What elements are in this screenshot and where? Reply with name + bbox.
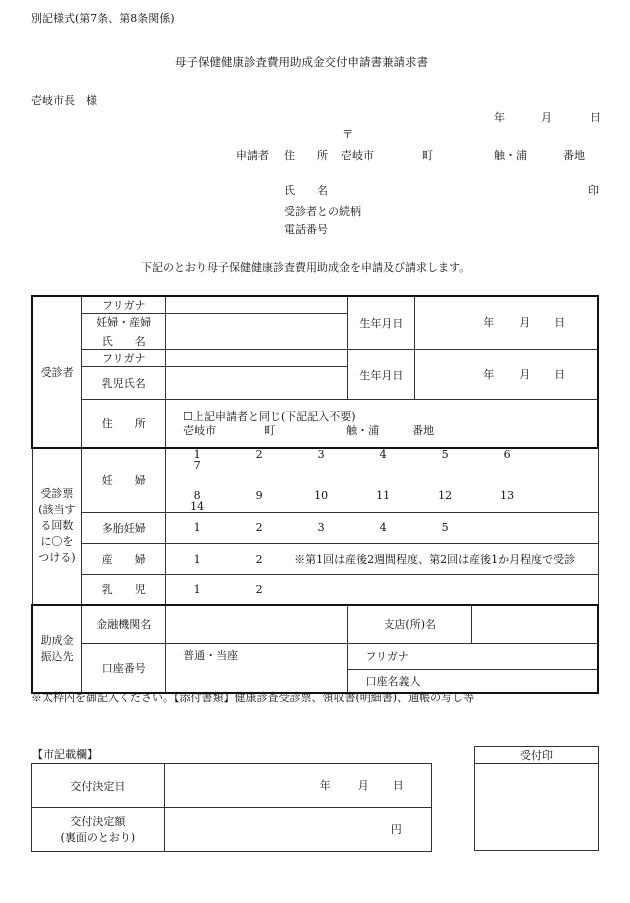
postpartum-note: ※第1回は産後2週間程度、第2回は産後1か月程度で受診	[294, 552, 576, 566]
branch-label: 支店(所)名	[348, 605, 472, 643]
decision-day: 日	[392, 778, 404, 792]
bank-group-label	[32, 605, 82, 693]
visit-number[interactable]: 11	[376, 488, 391, 502]
visit-number[interactable]: 8	[193, 488, 201, 502]
examinee-group-label: 受診者	[32, 296, 82, 448]
applicant-fure: 触・浦	[494, 149, 527, 162]
form-title: 母子保健健康診査費用助成金交付申請書兼請求書	[175, 55, 428, 69]
mother-birth-month: 月	[519, 316, 531, 329]
visit-number[interactable]: 2	[255, 582, 263, 596]
examinee-town: 町	[264, 424, 276, 438]
decision-month: 月	[357, 778, 369, 792]
ticket-group-label-line: 受診票	[40, 487, 74, 501]
seal-mark: 印	[588, 184, 599, 197]
examinee-fure: 触・浦	[346, 424, 380, 438]
mother-name-input[interactable]	[166, 314, 348, 350]
ticket-group-label	[32, 448, 82, 606]
date-month-field[interactable]: 月	[541, 111, 552, 124]
visit-number[interactable]: 4	[379, 447, 387, 461]
reception-stamp-area[interactable]	[475, 764, 599, 851]
applicant-label: 申請者	[236, 149, 269, 162]
applicant-town: 町	[422, 149, 433, 162]
visit-number[interactable]: 5	[441, 447, 449, 461]
decision-amount-field[interactable]	[164, 808, 431, 852]
ticket-group-label-line: に〇を	[40, 535, 74, 549]
mother-furigana-label: フリガナ	[82, 296, 166, 314]
decision-amount-label-line2: (裏面のとおり)	[60, 830, 136, 844]
bank-name-input[interactable]	[166, 605, 348, 643]
visit-number[interactable]: 14	[190, 499, 205, 513]
infant-birthdate-label: 生年月日	[348, 350, 415, 400]
pregnant-label: 妊 婦	[82, 448, 166, 513]
visit-number[interactable]: 2	[255, 521, 263, 534]
bank-group-label-line: 振込先	[40, 650, 74, 663]
visit-number[interactable]: 3	[317, 521, 325, 534]
decision-amount-label-line1: 交付決定額	[70, 814, 126, 828]
account-number-label: 口座番号	[82, 643, 166, 693]
visit-number[interactable]: 3	[317, 447, 325, 461]
infant-birthdate-field[interactable]	[415, 350, 598, 400]
decision-year: 年	[319, 778, 331, 792]
visit-number[interactable]: 10	[314, 488, 329, 502]
infant-name-input[interactable]	[166, 367, 348, 400]
infant-birth-month: 月	[519, 367, 531, 381]
date-year-field[interactable]: 年	[494, 111, 505, 124]
visit-number[interactable]: 2	[255, 447, 263, 461]
statement: 下記のとおり母子保健健康診査費用助成金を申請及び請求します。	[141, 261, 471, 274]
visit-number[interactable]: 1	[193, 552, 201, 566]
postpartum-visits[interactable]	[166, 543, 598, 574]
decision-amount-label	[32, 808, 165, 852]
visit-number[interactable]: 6	[503, 447, 511, 461]
visit-number[interactable]: 5	[441, 521, 449, 534]
application-table	[31, 295, 599, 694]
postpartum-label: 産 婦	[82, 543, 166, 574]
ticket-group-label-line: (該当す	[38, 503, 76, 517]
examinee-address-label: 住 所	[82, 400, 166, 448]
account-holder-label[interactable]: 口座名義人	[348, 669, 598, 693]
mother-birth-year: 年	[483, 316, 495, 329]
office-section-label: 【市記載欄】	[32, 748, 98, 761]
visit-number[interactable]: 2	[255, 552, 263, 566]
mother-name-label	[82, 314, 166, 350]
bank-name-label: 金融機関名	[82, 605, 166, 643]
ticket-group-label-line: つける)	[38, 551, 76, 565]
pregnant-visits[interactable]	[166, 448, 598, 513]
holder-furigana-label[interactable]: フリガナ	[348, 643, 598, 669]
visit-number[interactable]: 7	[193, 458, 201, 472]
infant-furigana-input[interactable]	[166, 350, 348, 367]
office-table	[31, 763, 432, 852]
yen-unit: 円	[390, 822, 402, 836]
mother-birthdate-label: 生年月日	[348, 296, 415, 350]
visit-number[interactable]: 9	[255, 488, 263, 502]
branch-input[interactable]	[472, 605, 599, 643]
footnote: ※太枠内を御記入ください。【添付書類】健康診査受診票、領収書(明細書)、通帳の写し等	[31, 691, 475, 704]
postal-mark: 〒	[342, 128, 353, 141]
mother-name-label-line1: 妊婦・産婦	[96, 316, 152, 329]
examinee-city: 壱岐市	[183, 424, 217, 438]
visit-number[interactable]: 1	[193, 582, 201, 596]
infant-label: 乳 児	[82, 574, 166, 605]
mother-name-label-line2: 氏 名	[101, 335, 146, 348]
infant-birth-day: 日	[554, 367, 566, 381]
form-reference: 別記様式(第7条、第8条関係)	[31, 12, 175, 25]
visit-number[interactable]: 1	[193, 521, 201, 534]
examinee-banchi: 番地	[412, 424, 435, 438]
infant-name-label: 乳児氏名	[82, 367, 166, 400]
account-type[interactable]: 普通・当座	[183, 648, 239, 662]
bank-group-label-line: 助成金	[40, 633, 74, 647]
mother-birthdate-field[interactable]	[415, 296, 598, 350]
decision-date-field[interactable]	[164, 764, 431, 808]
visit-number[interactable]: 13	[500, 488, 515, 502]
applicant-city: 壱岐市	[341, 149, 374, 162]
mother-birth-day: 日	[554, 316, 566, 329]
account-number-field[interactable]	[166, 643, 348, 693]
visit-number[interactable]: 4	[379, 521, 387, 534]
addressee: 壱岐市長 様	[31, 94, 97, 107]
infant-furigana-label: フリガナ	[82, 350, 166, 367]
visit-number[interactable]: 1	[193, 447, 201, 461]
infant-visits[interactable]	[166, 574, 598, 605]
visit-number[interactable]: 12	[438, 488, 453, 502]
mother-furigana-input[interactable]	[166, 296, 348, 314]
applicant-name-label: 氏 名	[284, 184, 328, 197]
phone-label: 電話番号	[284, 223, 328, 236]
multiple-pregnancy-label: 多胎妊婦	[82, 512, 166, 543]
infant-birth-year: 年	[483, 367, 495, 381]
reception-stamp-label: 受付印	[475, 747, 599, 764]
applicant-address-label: 住 所	[284, 149, 328, 162]
reception-stamp-box	[474, 746, 599, 851]
examinee-address-field[interactable]	[166, 400, 598, 448]
decision-date-label: 交付決定日	[32, 764, 165, 808]
date-day-field[interactable]: 日	[590, 111, 601, 124]
relation-label: 受診者との続柄	[284, 205, 361, 218]
ticket-group-label-line: る回数	[40, 519, 74, 533]
multiple-pregnancy-visits[interactable]	[166, 512, 598, 543]
applicant-banchi: 番地	[563, 149, 585, 162]
same-as-applicant-checkbox[interactable]: ☐上記申請者と同じ(下記記入不要)	[183, 410, 356, 424]
